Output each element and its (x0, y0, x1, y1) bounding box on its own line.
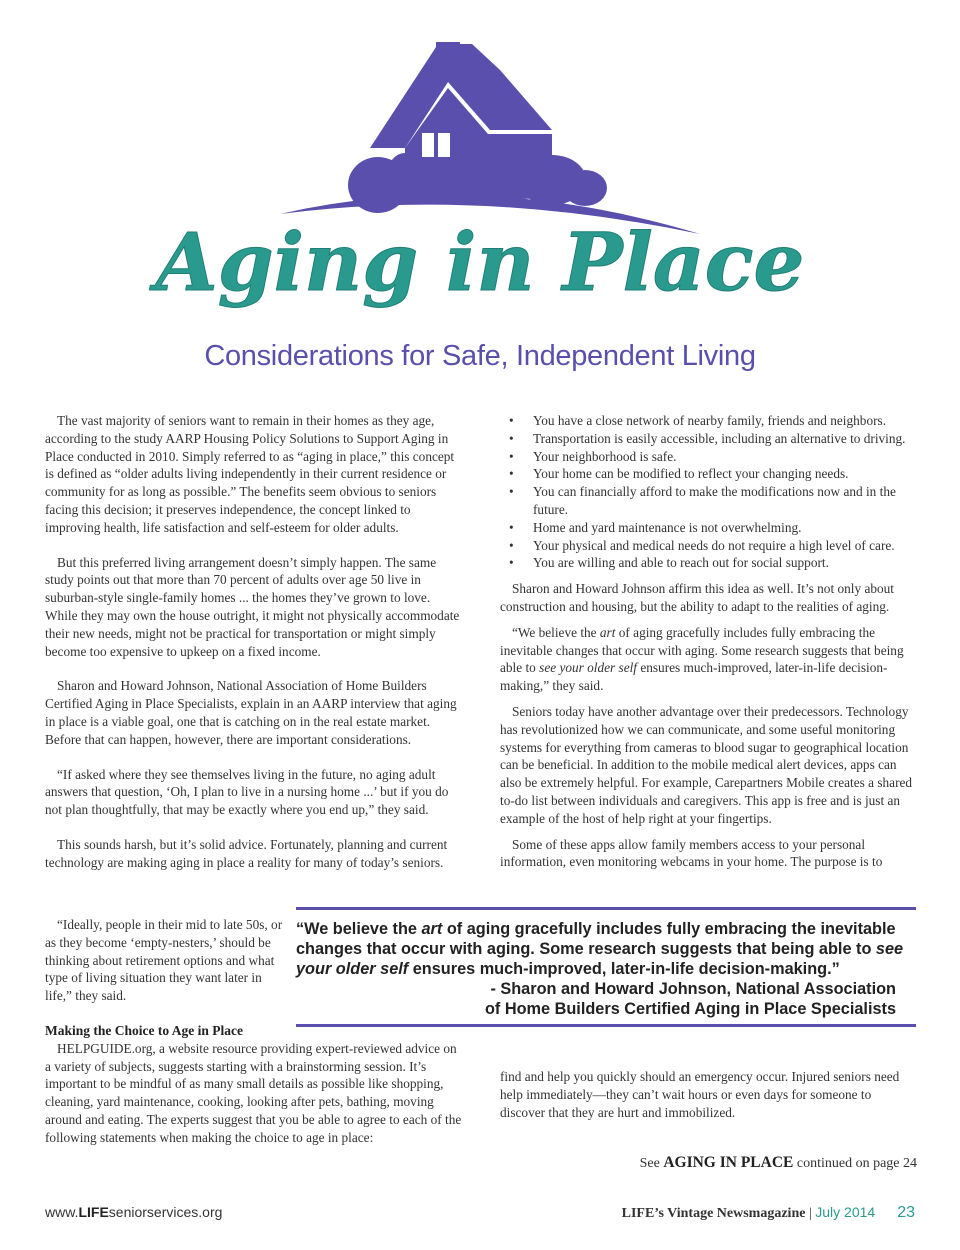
left-column (45, 412, 461, 872)
pull-quote-text: “We believe the art of aging gracefully includes fully embracing the inevitable changes that occur with aging. Some research suggests that being able to see your older self ensures much-improved, later-in-life decision-making.” (296, 920, 904, 978)
quote-paragraph: “We believe the art of aging gracefully includes fully embracing the inevitable changes that occur with aging. Some research suggests that being able to see your older self ensures much-improved, later-in-life decision-making,” they said. (500, 624, 904, 694)
ideally-paragraph: “Ideally, people in their mid to late 50s, or as they become ‘empty-nesters,’ should be thinking about retirement options and what type of living situation they want later in life,” they said. (45, 917, 283, 1004)
making-the-choice-section (45, 1022, 465, 1147)
article-paragraph: “If asked where they see themselves living in the future, no aging adult answers that question, ‘Oh, I plan to live in a nursing home ...’ but if you do not plan thoughtfully, that may be exactly where you end up,” they said. (45, 766, 449, 818)
pull-quote-rule-bottom (296, 1024, 916, 1027)
page-subtitle: Considerations for Safe, Independent Living (204, 340, 756, 372)
pull-quote-attribution: - Sharon and Howard Johnson, National Association (490, 980, 896, 998)
article-paragraph: HELPGUIDE.org, a website resource providing expert-reviewed advice on a variety of subjects, suggests starting with a brainstorming session. It’s important to be mindful of as many small details as possible like shopping, cleaning, yard maintenance, cooking, looking after pets, bathing, moving around and eating. The experts suggest that you be able to agree to each of the following statements when making the choice to age in place: (45, 1040, 462, 1145)
article-paragraph: Some of these apps allow family members access to your personal information, even monitoring webcams in your home. The purpose is to (500, 836, 883, 870)
list-item: • Your physical and medical needs do not require a high level of care. (500, 537, 918, 555)
footer-url[interactable]: www.LIFEseniorservices.org (45, 1204, 223, 1220)
list-item: • Transportation is easily accessible, including an alternative to driving. (500, 430, 918, 448)
page-number: 23 (897, 1204, 915, 1221)
article-paragraph: Sharon and Howard Johnson affirm this idea as well. It’s not only about construction and housing, but the ability to adapt to the realities of aging. (500, 581, 894, 614)
section-heading: Making the Choice to Age in Place (45, 1023, 243, 1038)
list-item: • You are willing and able to reach out for social support. (500, 554, 918, 572)
magazine-name: LIFE’s Vintage Newsmagazine (621, 1206, 806, 1221)
list-item: • Your home can be modified to reflect your changing needs. (500, 465, 918, 483)
article-paragraph: But this preferred living arrangement doesn’t simply happen. The same study points out that more than 70 percent of adults over age 50 live in suburban-style single-family homes ... the homes they’ve grown to love. While they may own the house outright, it might not physically accommodate their new needs, might not be practical for transportation or might simply become too expensive to upkeep on a fixed income. (45, 554, 460, 659)
checklist (500, 412, 918, 572)
list-item: • You have a close network of nearby family, friends and neighbors. (500, 412, 918, 430)
aging-in-place-logo (155, 30, 805, 350)
pull-quote-attribution: of Home Builders Certified Aging in Place Specialists (484, 1000, 896, 1018)
article-paragraph: The vast majority of seniors want to remain in their homes as they age, according to the study AARP Housing Policy Solutions to Support Aging in Place conducted in 2010. Simply referred to as “aging in place,” this concept is defined as “older adults living independently in their current residence or community for as long as possible.” The benefits seem obvious to seniors facing this decision; it preserves independence, the concept linked to improving health, life satisfaction and self-esteem for older adults. (45, 413, 455, 535)
pull-quote (296, 919, 916, 1019)
article-paragraph: Seniors today have another advantage over their predecessors. Technology has revolutionized how we can communicate, and some useful monitoring systems for everything from cameras to blood sugar to geographical location can be beneficial. In addition to the mobile medical alert devices, apps can also be extremely helpful. For example, Carepartners Mobile creates a shared to-do list between individuals and caregivers. This app is free and is just an example of the host of help right at your fingertips. (500, 703, 913, 826)
right-column (500, 412, 918, 871)
article-paragraph: Sharon and Howard Johnson, National Association of Home Builders Certified Aging in Place Specialists, explain in an AARP interview that aging in place is a viable goal, one that is catching on in the real estate market. Before that can happen, however, there are important considerations. (45, 678, 457, 747)
continued-note: See AGING IN PLACE continued on page 24 (639, 1154, 917, 1171)
issue-month: July 2014 (815, 1204, 876, 1220)
article-paragraph: find and help you quickly should an emergency occur. Injured seniors need help immediately—they can’t wait hours or even days for someone to discover that they are hurt and immobilized. (500, 1069, 900, 1120)
pull-quote-rule-top (296, 907, 916, 910)
logo-title: Aging in Place (155, 215, 805, 309)
list-item: • You can financially afford to make the modifications now and in the future. (500, 483, 918, 519)
house-icon (348, 42, 607, 213)
footer-publication: LIFE’s Vintage Newsmagazine | July 2014 23 (621, 1204, 915, 1221)
list-item: • Home and yard maintenance is not overwhelming. (500, 519, 918, 537)
list-item: • Your neighborhood is safe. (500, 448, 918, 466)
article-paragraph: This sounds harsh, but it’s solid advice. Fortunately, planning and current technology are making aging in place a reality for many of today’s seniors. (45, 836, 448, 870)
